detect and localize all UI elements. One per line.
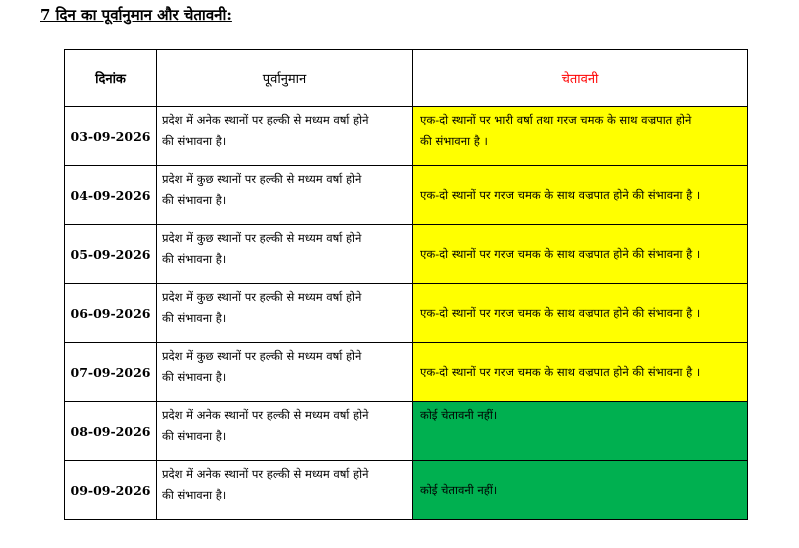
table-row <box>65 225 748 284</box>
forecast-text-line2: की संभावना है। <box>162 311 227 325</box>
warning-cell <box>413 107 748 166</box>
warning-cell <box>413 402 748 461</box>
forecast-cell <box>157 107 413 166</box>
page-title: 7 दिन का पूर्वानुमान और चेतावनी: <box>40 6 232 24</box>
warning-text: कोई चेतावनी नहीं। <box>420 408 498 422</box>
warning-text: एक-दो स्थानों पर गरज चमक के साथ वज्रपात होने की संभावना है । <box>420 187 701 202</box>
warning-text: कोई चेतावनी नहीं। <box>420 482 498 497</box>
forecast-text-line2: की संभावना है। <box>162 370 227 384</box>
warning-text: एक-दो स्थानों पर गरज चमक के साथ वज्रपात होने की संभावना है । <box>420 364 701 379</box>
forecast-cell <box>157 225 413 284</box>
date-cell: 05-09-2026 <box>65 225 157 284</box>
warning-text: एक-दो स्थानों पर गरज चमक के साथ वज्रपात होने की संभावना है । <box>420 305 701 320</box>
table-row <box>65 284 748 343</box>
forecast-cell <box>157 461 413 520</box>
table-row <box>65 343 748 402</box>
warning-cell <box>413 225 748 284</box>
forecast-text-line1: प्रदेश में कुछ स्थानों पर हल्की से मध्यम वर्षा होने <box>162 231 362 245</box>
forecast-text-line2: की संभावना है। <box>162 193 227 207</box>
forecast-text-line1: प्रदेश में कुछ स्थानों पर हल्की से मध्यम वर्षा होने <box>162 349 362 363</box>
header-warning: चेतावनी <box>413 50 748 107</box>
forecast-cell <box>157 402 413 461</box>
forecast-text-line1: प्रदेश में अनेक स्थानों पर हल्की से मध्यम वर्षा होने <box>162 113 369 127</box>
date-cell: 06-09-2026 <box>65 284 157 343</box>
warning-cell <box>413 461 748 520</box>
date-cell: 03-09-2026 <box>65 107 157 166</box>
date-cell: 07-09-2026 <box>65 343 157 402</box>
warning-text: एक-दो स्थानों पर गरज चमक के साथ वज्रपात होने की संभावना है । <box>420 246 701 261</box>
header-forecast: पूर्वानुमान <box>157 50 413 107</box>
warning-text-line1: एक-दो स्थानों पर भारी वर्षा तथा गरज चमक के साथ वज्रपात होने <box>420 113 692 127</box>
warning-cell <box>413 343 748 402</box>
table-row <box>65 461 748 520</box>
table-row <box>65 166 748 225</box>
date-cell: 09-09-2026 <box>65 461 157 520</box>
warning-text-line2: की संभावना है । <box>420 134 488 148</box>
forecast-text-line2: की संभावना है। <box>162 134 227 148</box>
forecast-text-line2: की संभावना है। <box>162 252 227 266</box>
forecast-text-line1: प्रदेश में अनेक स्थानों पर हल्की से मध्यम वर्षा होने <box>162 467 369 481</box>
forecast-cell <box>157 166 413 225</box>
forecast-text-line2: की संभावना है। <box>162 488 227 502</box>
forecast-text-line2: की संभावना है। <box>162 429 227 443</box>
table-row <box>65 107 748 166</box>
forecast-text-line1: प्रदेश में कुछ स्थानों पर हल्की से मध्यम वर्षा होने <box>162 290 362 304</box>
forecast-text-line1: प्रदेश में कुछ स्थानों पर हल्की से मध्यम वर्षा होने <box>162 172 362 186</box>
forecast-cell <box>157 343 413 402</box>
warning-cell <box>413 166 748 225</box>
warning-cell <box>413 284 748 343</box>
forecast-text-line1: प्रदेश में अनेक स्थानों पर हल्की से मध्यम वर्षा होने <box>162 408 369 422</box>
forecast-table <box>64 49 748 520</box>
date-cell: 08-09-2026 <box>65 402 157 461</box>
header-date: दिनांक <box>65 50 157 107</box>
date-cell: 04-09-2026 <box>65 166 157 225</box>
forecast-cell <box>157 284 413 343</box>
table-header-row <box>65 50 748 107</box>
table-row <box>65 402 748 461</box>
